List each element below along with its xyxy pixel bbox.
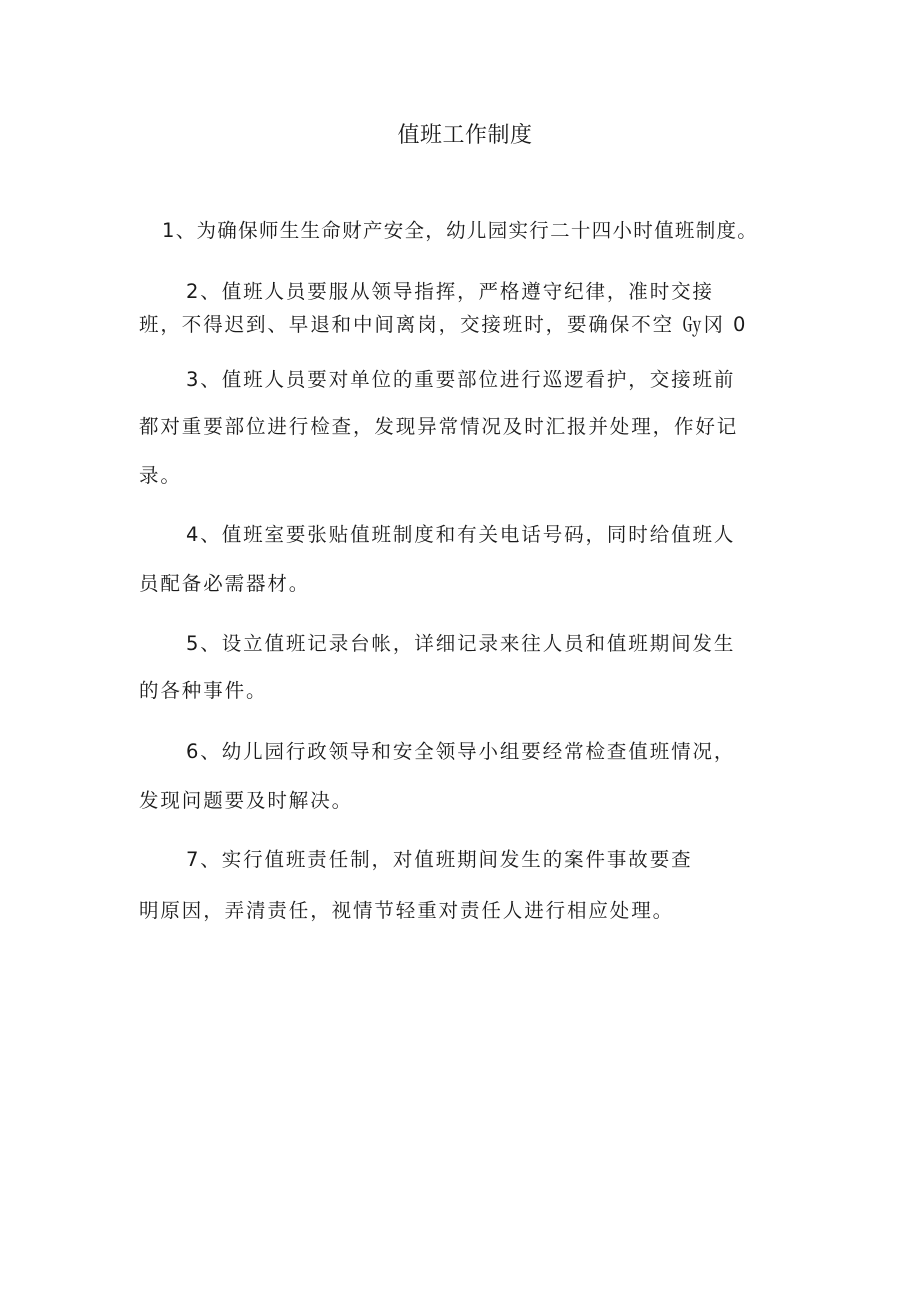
paragraph-line: 5、设立值班记录台帐，详细记录来往人员和值班期间发生: [186, 632, 736, 655]
paragraph-line: 4、值班室要张贴值班制度和有关电话号码，同时给值班人: [186, 523, 736, 546]
paragraph-line: 明原因，弄清责任，视情节轻重对责任人进行相应处理。: [139, 899, 675, 922]
paragraph-line: 7、实行值班责任制，对值班期间发生的案件事故要查: [186, 848, 693, 871]
paragraph-line: 都对重要部位进行检查，发现异常情况及时汇报并处理，作好记: [139, 415, 739, 438]
document-title: 值班工作制度: [397, 123, 533, 148]
paragraph-line: 发现问题要及时解决。: [139, 789, 354, 812]
paragraph-line: 录。: [139, 464, 182, 487]
paragraph-line: 3、值班人员要对单位的重要部位进行巡逻看护，交接班前: [186, 368, 736, 391]
paragraph-line: 2、值班人员要服从领导指挥，严格遵守纪律，准时交接: [186, 280, 714, 303]
paragraph-line: 的各种事件。: [139, 679, 268, 702]
paragraph-line: 员配备必需器材。: [139, 572, 311, 595]
paragraph-line: 班，不得迟到、早退和中间离岗，交接班时，要确保不空 ㏉冈 0: [139, 313, 748, 336]
paragraph-line: 6、幼儿园行政领导和安全领导小组要经常检查值班情况，: [186, 740, 736, 763]
paragraph-line: 1、为确保师生生命财产安全，幼儿园实行二十四小时值班制度。: [162, 219, 759, 242]
